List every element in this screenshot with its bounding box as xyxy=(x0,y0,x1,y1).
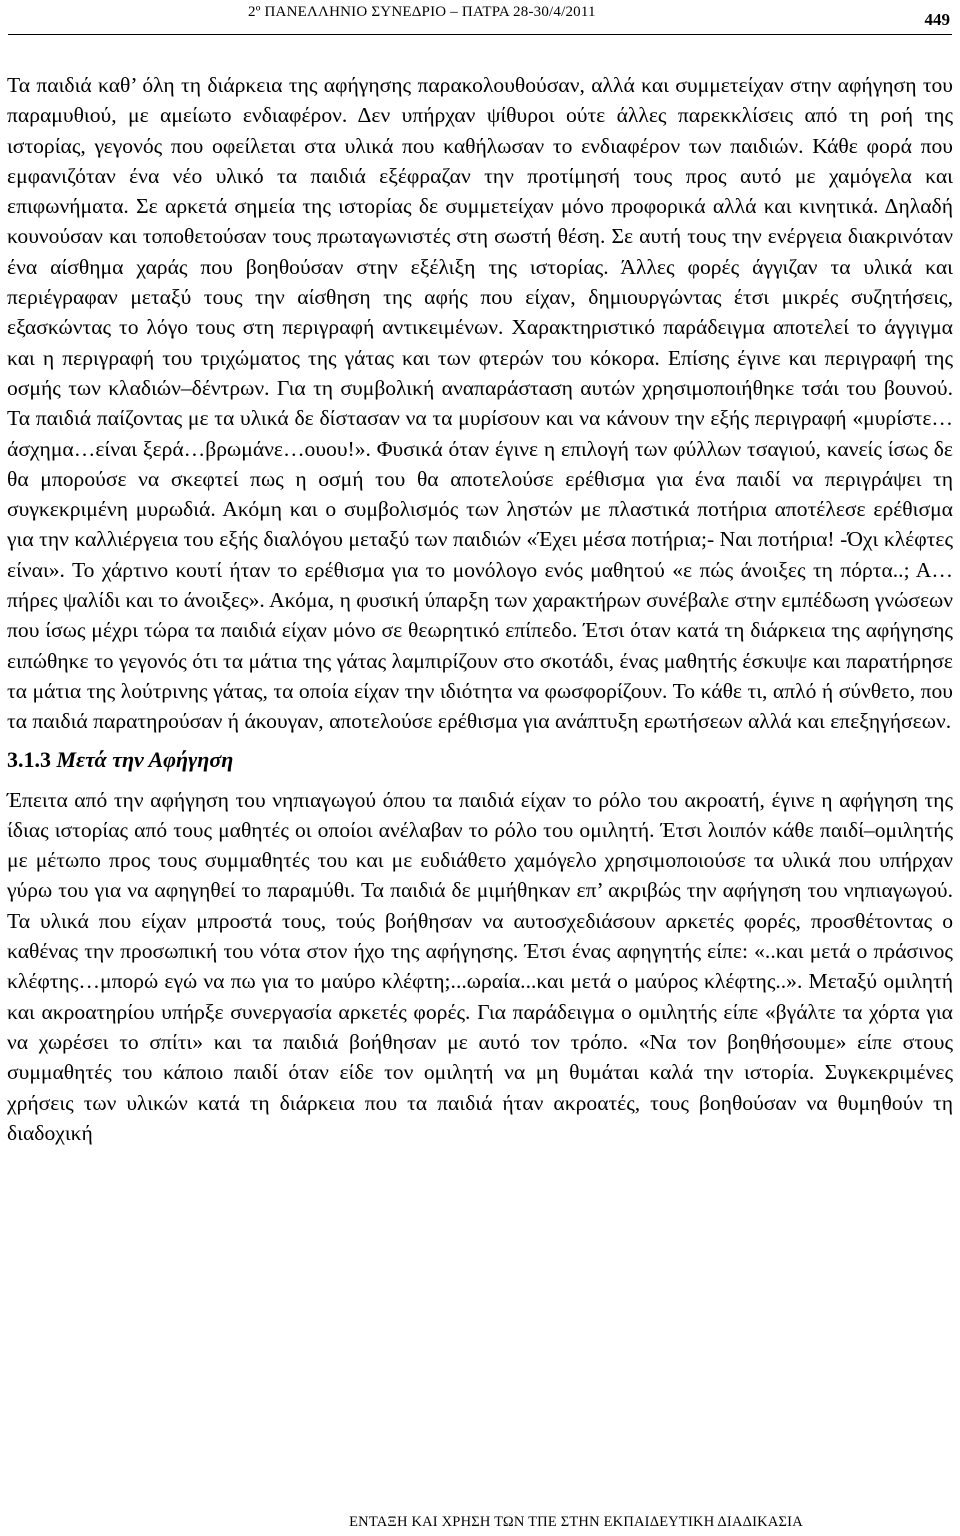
page-header xyxy=(8,0,952,35)
section-heading xyxy=(7,744,953,776)
paragraph-2: Έπειτα από την αφήγηση του νηπιαγωγού όπου τα παιδιά είχαν το ρόλο του ακροατή, έγινε η αφήγηση της ίδιας ιστορίας από τους μαθητές οι οποίοι ανέλαβαν το ρόλο του ομιλητή. Έτσι λοιπόν κάθε παιδί–ομιλητής με μέτωπο προς τους συμμαθητές του και με ευδιάθετο χαμόγελο χρησιμοποιούσε τα υλικά που υπήρχαν γύρω του για να αφηγηθεί το παραμύθι. Τα παιδιά δε μιμήθηκαν επ’ ακριβώς την αφήγηση του νηπιαγωγού. Τα υλικά που είχαν μπροστά τους, τούς βοήθησαν να αυτοσχεδιάσουν αρκετές φορές, προσθέτοντας ο καθένας την προσωπική του νότα στον ήχο της αφήγησης. Έτσι ένας αφηγητής είπε: «..και μετά ο πράσινος κλέφτης…μπορώ εγώ να πω για το μαύρο κλέφτη;...ωραία...και μετά ο μαύρος κλέφτης..». Μεταξύ ομιλητή και ακροατηρίου υπήρξε συνεργασία αρκετές φορές. Για παράδειγμα ο ομιλητής είπε «βγάλτε τα χόρτα για να χωρέσει το σπίτι» και τα παιδιά βοήθησαν με αυτό τον τρόπο. «Να τον βοηθήσουμε» είπε στους συμμαθητές του κάποιο παιδί όταν είδε τον ομιλητή να μη θυμάται καλά την ιστορία. Συγκεκριμένες χρήσεις των υλικών κατά τη διάρκεια που τα παιδιά ήταν ακροατές, τους βοηθούσαν να θυμηθούν τη διαδοχική xyxy=(7,787,953,1145)
conference-title: 2º ΠΑΝΕΛΛΗΝΙΟ ΣΥΝΕΔΡΙΟ – ΠΑΤΡΑ 28-30/4/2011 xyxy=(248,4,596,20)
page-number: 449 xyxy=(924,10,950,29)
footer-text: ΕΝΤΑΞΗ ΚΑΙ ΧΡΗΣΗ ΤΩΝ ΤΠΕ ΣΤΗΝ ΕΚΠΑΙΔΕΥΤΙΚΗ ΔΙΑΔΙΚΑΣΙΑ xyxy=(349,1514,803,1530)
paragraph-1: Τα παιδιά καθ’ όλη τη διάρκεια της αφήγησης παρακολουθούσαν, αλλά και συμμετείχαν στην αφήγηση του παραμυθιού, με αμείωτο ενδιαφέρον. Δεν υπήρχαν ψίθυροι ούτε άλλες παρεκκλίσεις από τη ροή της ιστορίας, γεγονός που οφείλεται στα υλικά που καθήλωσαν το ενδιαφέρον των παιδιών. Κάθε φορά που εμφανιζόταν ένα νέο υλικό τα παιδιά εξέφραζαν την προτίμησή τους προς αυτό με χαμόγελα και επιφωνήματα. Σε αρκετά σημεία της ιστορίας δε συμμετείχαν μόνο προφορικά αλλά και κινητικά. Δηλαδή κουνούσαν και τοποθετούσαν τους πρωταγωνιστές στη σωστή θέση. Σε αυτή τους την ενέργεια διακρινόταν ένα αίσθημα χαράς που βοηθούσαν στην εξέλιξη της ιστορίας. Άλλες φορές άγγιζαν τα υλικά και περιέγραφαν μεταξύ τους την αίσθηση της αφής που είχαν, δημιουργώντας έτσι μικρές συζητήσεις, εξασκώντας το λόγο τους στη περιγραφή αντικειμένων. Χαρακτηριστικό παράδειγμα αποτελεί το άγγιγμα και η περιγραφή του τριχώματος της γάτας και των φτερών του κόκορα. Επίσης έγινε και περιγραφή της οσμής των κλαδιών–δέντρων. Για τη συμβολική αναπαράσταση αυτών χρησιμοποιήθηκε τσάι του βουνού. Τα παιδιά παίζοντας με τα υλικά δε δίστασαν να τα μυρίσουν και να κάνουν την εξής περιγραφή «μυρίστε…άσχημα…είναι ξερά…βρωμάνε…ουου!». Φυσικά όταν έγινε η επιλογή των φύλλων τσαγιού, κανείς ίσως δε θα μπορούσε να σκεφτεί πως η οσμή του θα αποτελούσε ερέθισμα για ένα παιδί να περιγράψει τη συγκεκριμένη μυρωδιά. Ακόμη και ο συμβολισμός των ληστών με πλαστικά ποτήρια αποτέλεσε ερέθισμα για την καλλιέργεια του εξής διαλόγου μεταξύ των παιδιών «Έχει μέσα ποτήρια;- Ναι ποτήρια! -Όχι κλέφτες είναι». Το χάρτινο κουτί ήταν το ερέθισμα για το μονόλογο ενός μαθητού «ε πώς άνοιξες τη πόρτα..; Α…πήρες ψαλίδι και το άνοιξες». Ακόμα, η φυσική ύπαρξη των χαρακτήρων συνέβαλε στην εμπέδωση γνώσεων που ίσως μέχρι τώρα τα παιδιά είχαν μόνο σε θεωρητικό επίπεδο. Έτσι όταν κατά τη διάρκεια της αφήγησης ειπώθηκε το γεγονός ότι τα μάτια της γάτας λαμπιρίζουν στο σκοτάδι, ένας μαθητής έσκυψε και παρατήρησε τα μάτια της λούτρινης γάτας, τα οποία είχαν την ιδιότητα να φωσφορίζουν. Το κάθε τι, απλό ή σύνθετο, που τα παιδιά παρατηρούσαν ή άκουγαν, αποτελούσε ερέθισμα για ανάπτυξη ερωτήσεων αλλά και επεξηγήσεων. xyxy=(7,73,953,734)
body-text xyxy=(7,70,953,1148)
section-title: Μετά την Αφήγηση xyxy=(56,746,234,772)
section-number: 3.1.3 xyxy=(7,746,51,772)
page-footer xyxy=(0,1514,960,1531)
